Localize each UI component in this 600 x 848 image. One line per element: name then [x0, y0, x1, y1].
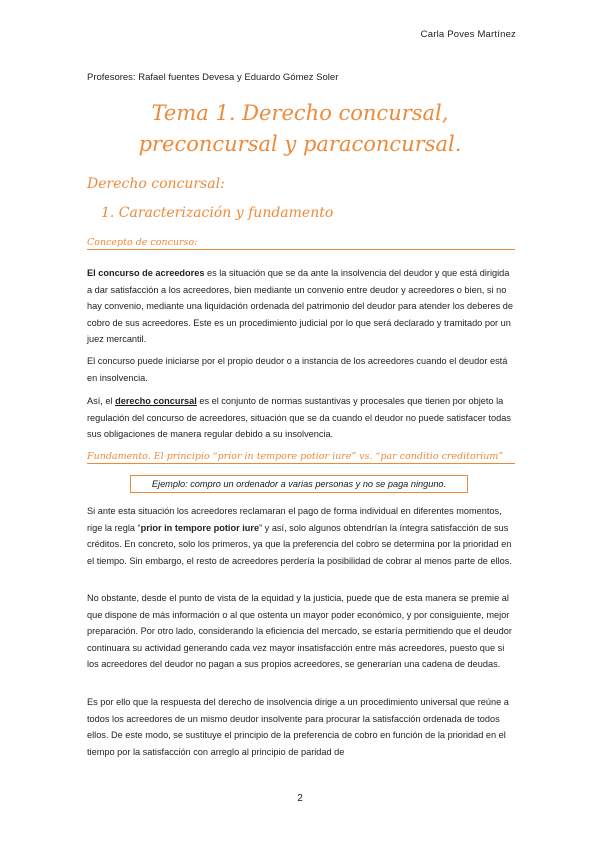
paragraph-3-bold: derecho concursal	[115, 396, 197, 406]
subsection-heading: 1. Caracterización y fundamento	[101, 205, 334, 221]
professors-line: Profesores: Rafael fuentes Devesa y Eduardo Gómez Soler	[87, 72, 339, 83]
paragraph-3	[87, 393, 515, 443]
paragraph-4	[87, 503, 515, 569]
paragraph-4-bold: prior in tempore potior iure	[140, 522, 260, 533]
paragraph-4-prefix: Si ante esta situación los acreedores reclamaran el pago de forma individual en diferentes momentos, rige la regla “	[87, 506, 502, 533]
paragraph-3-prefix: Así, el	[87, 396, 116, 406]
example-box: Ejemplo: compro un ordenador a varias personas y no se paga ninguno.	[130, 475, 468, 493]
paragraph-5: No obstante, desde el punto de vista de la equidad y la justicia, puede que de esta manera se premie al que dispone de más información o al que ostenta un mayor poder económico, y por consiguiente, mejor preparación. Por otro lado, considerando la eficiencia del mercado, se estaría permitiendo que el deudor continuara su actividad generando cada vez mayor insatisfacción entre más acreedores, puesto que si los acreedores del deudor no pagan a sus propios acreedores, se generarían una cadena de deudas.	[87, 593, 512, 669]
principle-heading: Fundamento. El principio “prior in tempore potior iure” vs. “par conditio creditorium”	[87, 451, 515, 464]
paragraph-1-text: es la situación que se da ante la insolvencia del deudor y que está dirigida a dar satisfacción a los acreedores, bien mediante un convenio entre deudor y acreedores o bien, si no hay convenio, mediante una liquidación ordenada del patrimonio del deudor para atender los deberes de cobro de sus acreedores. Este es un procedimiento judicial por lo que será declarado y tramitado por un juez mercantil.	[87, 268, 513, 344]
concept-heading: Concepto de concurso:	[87, 237, 515, 250]
paragraph-1	[87, 265, 515, 348]
paragraph-3-text: es el conjunto de normas sustantivas y procesales que tienen por objeto la regulación del concurso de acreedores, situación que se da cuando el deudor no puede satisfacer todas sus obligaciones de manera regular debido a su insolvencia.	[87, 396, 511, 439]
document-title: Tema 1. Derecho concursal, preconcursal y paraconcursal.	[138, 101, 462, 156]
paragraph-1-bold: El concurso de acreedores	[87, 268, 205, 278]
paragraph-4-text: ” y así, solo algunos obtendrían la íntegra satisfacción de sus créditos. En concreto, solo los primeros, ya que la preferencia del cobro se determina por la prioridad en el tiempo. Sin embargo, el resto de acreedores perdería la posibilidad de cobrar al menos parte de ellos.	[87, 522, 512, 566]
page-number: 2	[297, 793, 303, 804]
author-name: Carla Poves Martínez	[420, 29, 516, 40]
paragraph-2: El concurso puede iniciarse por el propio deudor o a instancia de los acreedores cuando el deudor está en insolvencia.	[87, 356, 508, 383]
section-heading: Derecho concursal:	[87, 176, 225, 192]
paragraph-6: Es por ello que la respuesta del derecho de insolvencia dirige a un procedimiento universal que reúne a todos los acreedores de un mismo deudor insolvente para procurar la satisfacción ordenada de todos ellos. De este modo, se sustituye el principio de la preferencia de cobro en función de la prioridad en el tiempo por la satisfacción con arreglo al principio de paridad de	[87, 697, 509, 757]
